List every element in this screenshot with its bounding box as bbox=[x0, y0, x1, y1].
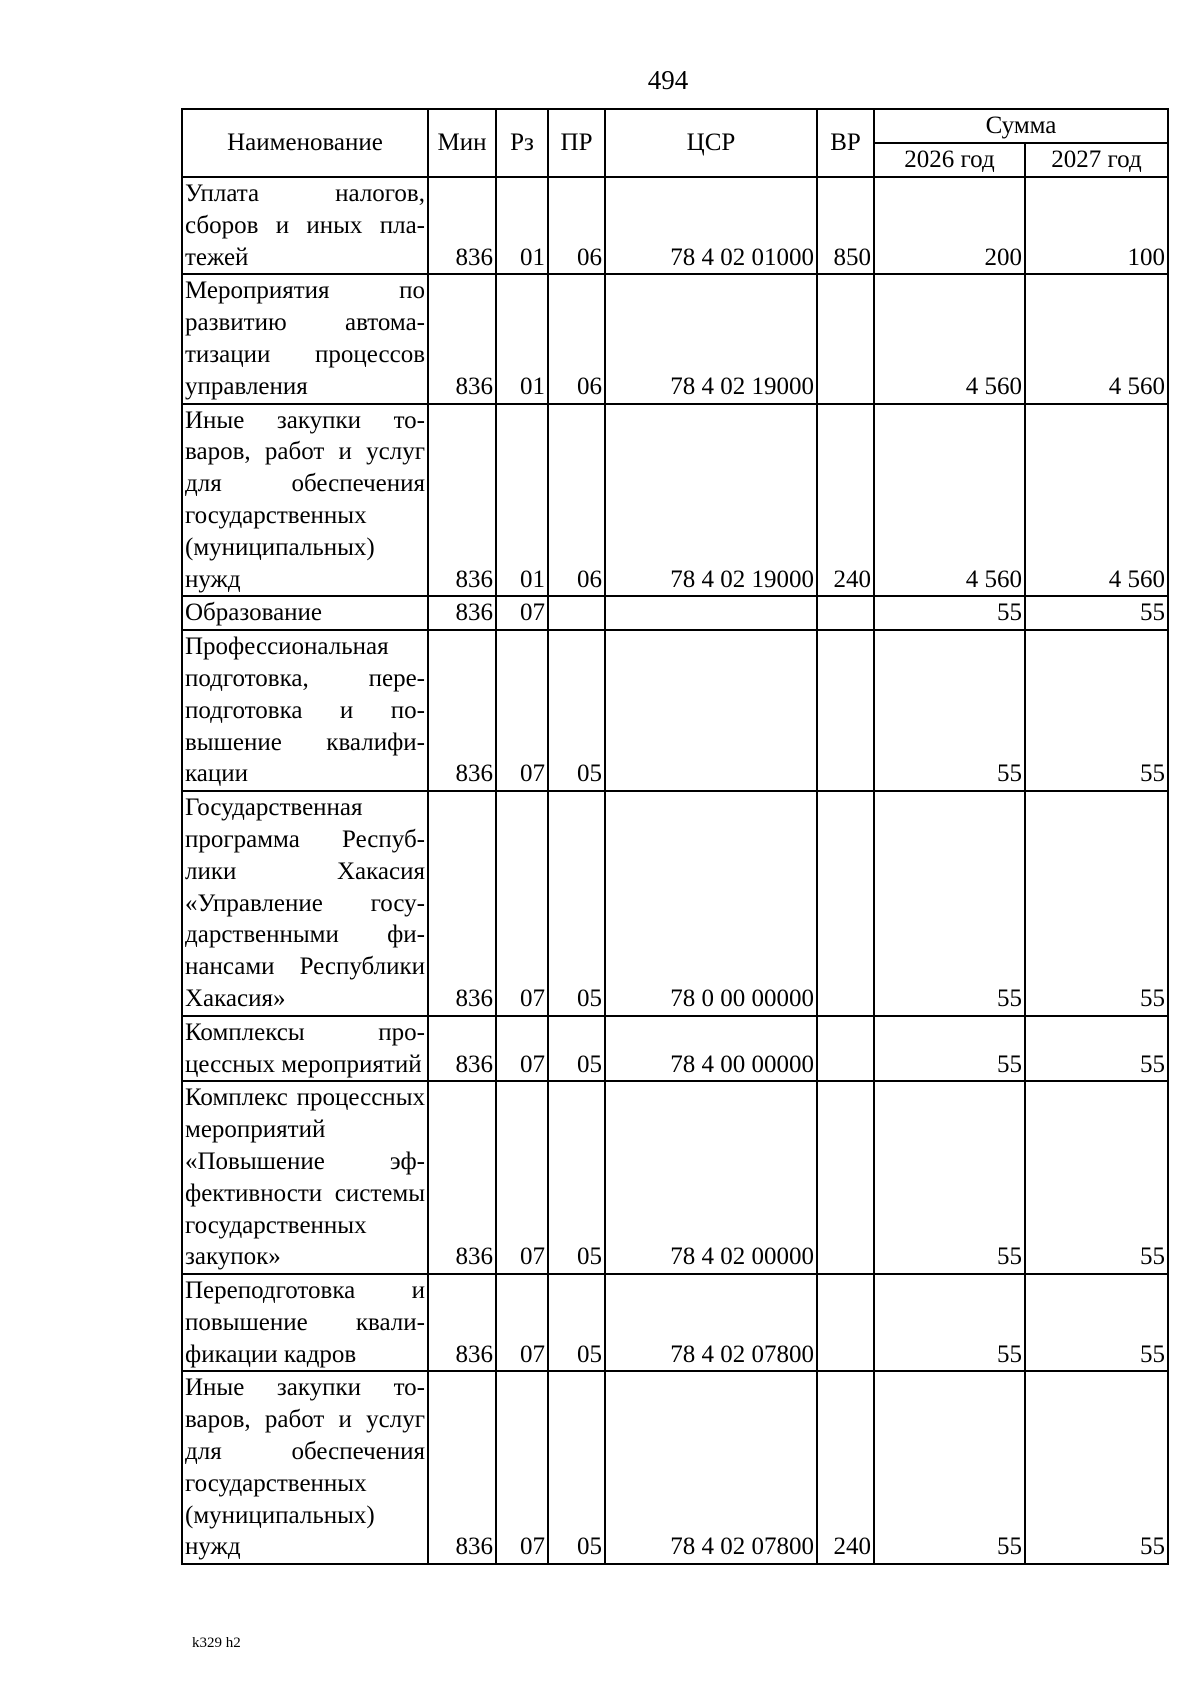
row-vr bbox=[817, 1016, 874, 1082]
row-rz: 01 bbox=[496, 274, 548, 403]
row-sum-2026: 55 bbox=[874, 791, 1025, 1016]
row-min: 836 bbox=[428, 177, 496, 274]
row-rz: 01 bbox=[496, 404, 548, 597]
row-sum-2027: 55 bbox=[1025, 1371, 1168, 1564]
row-sum-2027: 100 bbox=[1025, 177, 1168, 274]
row-rz: 01 bbox=[496, 177, 548, 274]
row-vr bbox=[817, 630, 874, 791]
table-row bbox=[182, 1016, 1168, 1082]
row-sum-2027: 55 bbox=[1025, 791, 1168, 1016]
row-pr: 06 bbox=[548, 404, 605, 597]
table-row bbox=[182, 177, 1168, 274]
row-csr: 78 0 00 00000 bbox=[605, 791, 817, 1016]
row-name: Иные закупки товаров, работ и услуг для обеспечения государственных (муниципальных) нужд bbox=[182, 1371, 428, 1564]
table-row bbox=[182, 596, 1168, 630]
row-name: Иные закупки товаров, работ и услуг для обеспечения государственных (муниципальных) нужд bbox=[182, 404, 428, 597]
row-rz: 07 bbox=[496, 1274, 548, 1371]
table-body bbox=[182, 177, 1168, 1564]
row-vr bbox=[817, 1274, 874, 1371]
row-sum-2027: 55 bbox=[1025, 1081, 1168, 1274]
row-min: 836 bbox=[428, 1081, 496, 1274]
row-min: 836 bbox=[428, 404, 496, 597]
row-pr: 05 bbox=[548, 791, 605, 1016]
row-pr: 06 bbox=[548, 274, 605, 403]
row-pr: 05 bbox=[548, 630, 605, 791]
table-row bbox=[182, 1371, 1168, 1564]
row-sum-2026: 55 bbox=[874, 1371, 1025, 1564]
row-name: Комплексы процессных мероприятий bbox=[182, 1016, 428, 1082]
row-name: Образование bbox=[182, 596, 428, 630]
row-min: 836 bbox=[428, 1274, 496, 1371]
table-row bbox=[182, 274, 1168, 403]
row-sum-2026: 55 bbox=[874, 1274, 1025, 1371]
table-row bbox=[182, 630, 1168, 791]
row-vr: 850 bbox=[817, 177, 874, 274]
row-sum-2026: 200 bbox=[874, 177, 1025, 274]
row-csr: 78 4 02 01000 bbox=[605, 177, 817, 274]
row-vr: 240 bbox=[817, 404, 874, 597]
row-vr bbox=[817, 274, 874, 403]
header-rz: Рз bbox=[496, 109, 548, 177]
row-pr: 05 bbox=[548, 1371, 605, 1564]
row-sum-2026: 55 bbox=[874, 1016, 1025, 1082]
row-min: 836 bbox=[428, 274, 496, 403]
row-sum-2026: 4 560 bbox=[874, 274, 1025, 403]
footer-code: k329 h2 bbox=[192, 1635, 241, 1651]
row-sum-2026: 55 bbox=[874, 630, 1025, 791]
row-sum-2027: 4 560 bbox=[1025, 404, 1168, 597]
row-rz: 07 bbox=[496, 1371, 548, 1564]
table-row bbox=[182, 404, 1168, 597]
row-csr: 78 4 02 07800 bbox=[605, 1274, 817, 1371]
row-pr: 06 bbox=[548, 177, 605, 274]
row-sum-2026: 4 560 bbox=[874, 404, 1025, 597]
row-min: 836 bbox=[428, 791, 496, 1016]
row-sum-2027: 55 bbox=[1025, 1274, 1168, 1371]
row-csr bbox=[605, 596, 817, 630]
row-sum-2026: 55 bbox=[874, 596, 1025, 630]
table-row bbox=[182, 1081, 1168, 1274]
row-vr bbox=[817, 1081, 874, 1274]
row-pr: 05 bbox=[548, 1081, 605, 1274]
row-min: 836 bbox=[428, 1016, 496, 1082]
row-vr bbox=[817, 596, 874, 630]
budget-table bbox=[181, 108, 1169, 1565]
row-csr: 78 4 02 19000 bbox=[605, 274, 817, 403]
row-min: 836 bbox=[428, 596, 496, 630]
row-pr: 05 bbox=[548, 1016, 605, 1082]
row-name: Мероприятия по развитию автоматизации процессов управления bbox=[182, 274, 428, 403]
row-vr: 240 bbox=[817, 1371, 874, 1564]
row-csr: 78 4 02 07800 bbox=[605, 1371, 817, 1564]
header-vr: ВР bbox=[817, 109, 874, 177]
row-name: Комплекс процессных мероприятий «Повышение эффективности системы государственных закупок» bbox=[182, 1081, 428, 1274]
row-rz: 07 bbox=[496, 791, 548, 1016]
row-pr bbox=[548, 596, 605, 630]
header-pr: ПР bbox=[548, 109, 605, 177]
row-rz: 07 bbox=[496, 630, 548, 791]
row-pr: 05 bbox=[548, 1274, 605, 1371]
header-year-2026: 2026 год bbox=[874, 143, 1025, 177]
row-min: 836 bbox=[428, 630, 496, 791]
row-sum-2026: 55 bbox=[874, 1081, 1025, 1274]
row-sum-2027: 55 bbox=[1025, 630, 1168, 791]
row-name: Профессиональная подготовка, переподготовка и повышение квалификации bbox=[182, 630, 428, 791]
header-sum: Сумма bbox=[874, 109, 1168, 143]
header-min: Мин bbox=[428, 109, 496, 177]
row-csr: 78 4 02 19000 bbox=[605, 404, 817, 597]
table-row bbox=[182, 791, 1168, 1016]
header-year-2027: 2027 год bbox=[1025, 143, 1168, 177]
row-min: 836 bbox=[428, 1371, 496, 1564]
row-rz: 07 bbox=[496, 596, 548, 630]
row-name: Переподготовка и повышение квалификации кадров bbox=[182, 1274, 428, 1371]
row-sum-2027: 55 bbox=[1025, 596, 1168, 630]
table-row bbox=[182, 1274, 1168, 1371]
row-csr bbox=[605, 630, 817, 791]
page-number: 494 bbox=[647, 65, 689, 95]
row-rz: 07 bbox=[496, 1081, 548, 1274]
row-vr bbox=[817, 791, 874, 1016]
row-sum-2027: 4 560 bbox=[1025, 274, 1168, 403]
header-csr: ЦСР bbox=[605, 109, 817, 177]
row-csr: 78 4 02 00000 bbox=[605, 1081, 817, 1274]
row-rz: 07 bbox=[496, 1016, 548, 1082]
row-csr: 78 4 00 00000 bbox=[605, 1016, 817, 1082]
row-sum-2027: 55 bbox=[1025, 1016, 1168, 1082]
row-name: Уплата налогов, сборов и иных платежей bbox=[182, 177, 428, 274]
header-name: Наименование bbox=[182, 109, 428, 177]
row-name: Государственная программа Республики Хакасия «Управление государственными финансами Республики Хакасия» bbox=[182, 791, 428, 1016]
